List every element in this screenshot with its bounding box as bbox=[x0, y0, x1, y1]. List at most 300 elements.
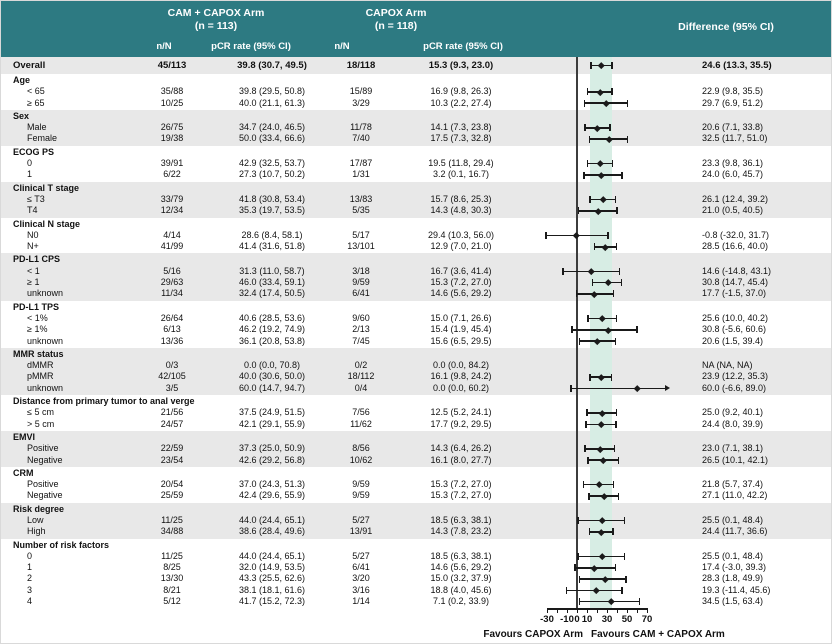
subgroup-row bbox=[1, 313, 831, 324]
ci-cap-left bbox=[587, 315, 589, 322]
pcr-cell-arm2: 15.3 (7.2, 27.0) bbox=[430, 490, 492, 501]
plot-cell bbox=[541, 455, 676, 466]
plot-cell bbox=[541, 479, 676, 490]
plot-cell bbox=[541, 383, 676, 394]
ci-cap-right bbox=[613, 481, 615, 488]
ci-cap-right bbox=[624, 517, 626, 524]
nn-cell-arm2: 18/112 bbox=[347, 371, 375, 382]
ci-point bbox=[593, 587, 599, 593]
ci-point bbox=[573, 232, 579, 238]
nn-cell-arm2: 9/59 bbox=[352, 479, 370, 490]
subgroup-row bbox=[1, 133, 831, 144]
ci-point bbox=[598, 62, 604, 68]
subgroup-row bbox=[1, 515, 831, 526]
nn-cell-arm2: 2/13 bbox=[352, 324, 370, 335]
diff-cell: 29.7 (6.9, 51.2) bbox=[702, 97, 764, 108]
nn-cell-arm1: 20/54 bbox=[160, 479, 184, 490]
diff-cell: 20.6 (7.1, 33.8) bbox=[702, 122, 764, 133]
ci-arrow-right bbox=[665, 385, 670, 391]
subgroup-section bbox=[1, 539, 831, 609]
subgroup-label: pMMR bbox=[27, 371, 54, 382]
pcr-cell-arm2: 18.5 (6.3, 38.1) bbox=[430, 514, 492, 525]
plot-cell bbox=[541, 551, 676, 562]
pcr-cell-arm1: 27.3 (10.7, 50.2) bbox=[238, 169, 306, 180]
diff-cell: 24.6 (13.3, 35.5) bbox=[702, 60, 772, 71]
ci-cap-right bbox=[613, 290, 615, 297]
plot-cell bbox=[541, 58, 676, 73]
nn-cell-arm1: 21/56 bbox=[160, 407, 184, 418]
ci-cap-right bbox=[616, 409, 618, 416]
nn-cell-arm1: 3/5 bbox=[165, 382, 179, 393]
pcr-cell-arm1: 32.0 (14.9, 53.5) bbox=[238, 562, 306, 573]
axis-tick-label: 0 bbox=[574, 614, 580, 626]
group-label: MMR status bbox=[13, 348, 64, 359]
ci-point bbox=[597, 446, 603, 452]
diff-cell: 22.9 (9.8, 35.5) bbox=[702, 86, 764, 97]
subgroup-label: ≥ 1 bbox=[27, 277, 40, 288]
pcr-cell-arm2: 14.1 (7.3, 23.8) bbox=[430, 122, 492, 133]
nn-cell-arm1: 26/75 bbox=[160, 122, 184, 133]
pcr-cell-arm1: 31.3 (11.0, 58.7) bbox=[239, 265, 305, 276]
pcr-cell-arm1: 38.6 (28.4, 49.6) bbox=[238, 526, 306, 537]
group-label-row bbox=[1, 147, 831, 158]
nn-cell-arm1: 8/25 bbox=[163, 562, 181, 573]
group-label: PD-L1 TPS bbox=[13, 301, 60, 312]
axis-tick-label: -30 bbox=[540, 614, 554, 626]
nn-cell-arm2: 13/91 bbox=[349, 526, 373, 537]
ci-cap-right bbox=[639, 598, 641, 605]
pcr-cell-arm2: 18.5 (6.3, 38.1) bbox=[430, 550, 492, 561]
subgroup-row bbox=[1, 58, 831, 73]
nn-cell-arm2: 1/31 bbox=[352, 169, 370, 180]
ci-cap-left bbox=[587, 160, 589, 167]
nn-cell-arm1: 13/30 bbox=[160, 573, 184, 584]
axis-tick bbox=[627, 608, 628, 613]
nn-cell-arm1: 25/59 bbox=[160, 490, 184, 501]
plot-cell bbox=[541, 515, 676, 526]
nn-cell-arm1: 42/105 bbox=[158, 371, 186, 382]
nn-cell-arm1: 45/113 bbox=[157, 60, 187, 71]
ci-cap-left bbox=[566, 587, 568, 594]
diff-cell: 19.3 (-11.4, 45.6) bbox=[702, 584, 771, 595]
diff-cell: 25.5 (0.1, 48.4) bbox=[702, 514, 764, 525]
subgroup-label: T4 bbox=[27, 205, 38, 216]
diff-cell: 28.5 (16.6, 40.0) bbox=[702, 241, 769, 252]
pcr-cell-arm2: 15.3 (7.2, 27.0) bbox=[430, 277, 492, 288]
ci-point bbox=[599, 517, 605, 523]
subgroup-row bbox=[1, 479, 831, 490]
ci-cap-right bbox=[609, 124, 611, 131]
subgroup-label: N+ bbox=[27, 241, 39, 252]
nn-cell-arm1: 11/25 bbox=[161, 514, 183, 525]
group-label: Clinical N stage bbox=[13, 218, 81, 229]
plot-cell bbox=[541, 573, 676, 584]
diff-cell: 17.4 (-3.0, 39.3) bbox=[702, 562, 767, 573]
diff-cell: 21.0 (0.5, 40.5) bbox=[702, 205, 764, 216]
ci-cap-left bbox=[592, 279, 594, 286]
pcr-cell-arm2: 14.6 (5.6, 29.2) bbox=[430, 562, 492, 573]
pcr-cell-arm2: 29.4 (10.3, 56.0) bbox=[427, 229, 495, 240]
ci-point bbox=[605, 280, 611, 286]
nn-cell-arm2: 1/14 bbox=[352, 596, 370, 607]
pcr-cell-arm1: 44.0 (24.4, 65.1) bbox=[238, 514, 306, 525]
ci-cap-right bbox=[616, 207, 618, 214]
pcr-cell-arm1: 38.1 (18.1, 61.6) bbox=[238, 584, 306, 595]
axis-tick bbox=[647, 608, 648, 613]
ci-cap-left bbox=[583, 172, 585, 179]
pcr-cell-arm2: 14.3 (6.4, 26.2) bbox=[430, 443, 492, 454]
axis-tick bbox=[587, 608, 588, 613]
ci-point bbox=[600, 196, 606, 202]
diff-cell: 24.4 (11.7, 36.6) bbox=[702, 526, 768, 537]
nn-cell-arm1: 23/54 bbox=[160, 454, 184, 465]
diff-cell: 24.0 (6.0, 45.7) bbox=[702, 169, 764, 180]
subgroup-section bbox=[1, 467, 831, 503]
ci-cap-right bbox=[618, 457, 620, 464]
nn-cell-arm2: 13/83 bbox=[349, 193, 373, 204]
nn-cell-arm2: 11/62 bbox=[350, 418, 372, 429]
pcr-cell-arm2: 14.3 (4.8, 30.3) bbox=[430, 205, 492, 216]
pcr-cell-arm1: 34.7 (24.0, 46.5) bbox=[238, 122, 306, 133]
nn-cell-arm1: 35/88 bbox=[160, 86, 184, 97]
ci-cap-left bbox=[578, 207, 580, 214]
ci-point bbox=[598, 374, 604, 380]
pcr-cell-arm1: 60.0 (14.7, 94.7) bbox=[238, 382, 306, 393]
subgroup-row bbox=[1, 194, 831, 205]
nn-cell-arm2: 3/16 bbox=[352, 584, 370, 595]
axis-tick-label: -10 bbox=[560, 614, 574, 626]
ci-point bbox=[595, 208, 601, 214]
pcr-cell-arm1: 40.0 (30.6, 50.0) bbox=[238, 371, 306, 382]
plot-cell bbox=[541, 158, 676, 169]
subgroup-section bbox=[1, 253, 831, 300]
axis-tick-label: 70 bbox=[641, 614, 653, 626]
subgroup-row bbox=[1, 360, 831, 371]
ci-cap-right bbox=[615, 421, 617, 428]
ci-point bbox=[600, 457, 606, 463]
axis-tick bbox=[557, 608, 558, 613]
plot-cell bbox=[541, 585, 676, 596]
subgroup-label: 1 bbox=[27, 562, 33, 573]
nn-cell-arm2: 15/89 bbox=[349, 86, 373, 97]
nn-cell-arm2: 8/56 bbox=[352, 443, 370, 454]
diff-cell: 27.1 (11.0, 42.2) bbox=[702, 490, 768, 501]
ci-point bbox=[634, 385, 640, 391]
plot-cell bbox=[541, 324, 676, 335]
subgroup-label: Female bbox=[27, 133, 58, 144]
subgroup-row bbox=[1, 443, 831, 454]
group-label: ECOG PS bbox=[13, 146, 55, 157]
nn-cell-arm2: 6/41 bbox=[352, 562, 370, 573]
pcr-cell-arm1: 37.0 (24.3, 51.3) bbox=[238, 479, 306, 490]
subgroup-row bbox=[1, 407, 831, 418]
pcr-column-header-arm2: pCR rate (95% CI) bbox=[423, 41, 503, 52]
ci-cap-right bbox=[636, 326, 638, 333]
ci-cap-left bbox=[574, 564, 576, 571]
ci-point bbox=[601, 493, 607, 499]
plot-cell bbox=[541, 443, 676, 454]
plot-cell bbox=[541, 419, 676, 430]
pcr-cell-arm1: 0.0 (0.0, 70.8) bbox=[243, 360, 301, 371]
subgroup-row bbox=[1, 158, 831, 169]
group-label-row bbox=[1, 75, 831, 86]
pcr-cell-arm1: 46.2 (19.2, 74.9) bbox=[238, 324, 306, 335]
ci-cap-left bbox=[570, 385, 572, 392]
subgroup-label: ≥ 1% bbox=[27, 324, 48, 335]
ci-cap-left bbox=[579, 576, 581, 583]
nn-cell-arm1: 10/25 bbox=[160, 97, 184, 108]
subgroup-label: ≥ 65 bbox=[27, 97, 45, 108]
nn-cell-arm2: 18/118 bbox=[346, 60, 376, 71]
ci-cap-right bbox=[624, 553, 626, 560]
ci-cap-left bbox=[545, 232, 547, 239]
plot-cell bbox=[541, 526, 676, 537]
pcr-cell-arm1: 42.4 (29.6, 55.9) bbox=[238, 490, 306, 501]
ci-cap-right bbox=[615, 196, 617, 203]
subgroup-label: 1 bbox=[27, 169, 33, 180]
table-header bbox=[1, 1, 831, 57]
subgroup-row bbox=[1, 455, 831, 466]
nn-cell-arm2: 9/60 bbox=[352, 312, 370, 323]
pcr-cell-arm2: 0.0 (0.0, 84.2) bbox=[432, 360, 490, 371]
nn-cell-arm1: 34/88 bbox=[160, 526, 184, 537]
subgroup-label: < 1 bbox=[27, 265, 40, 276]
group-label: Sex bbox=[13, 110, 30, 121]
pcr-cell-arm2: 18.8 (4.0, 45.6) bbox=[430, 584, 492, 595]
axis-tick bbox=[547, 608, 548, 613]
diff-cell: 21.8 (5.7, 37.4) bbox=[702, 479, 764, 490]
ci-cap-right bbox=[615, 338, 617, 345]
pcr-cell-arm2: 16.1 (8.0, 27.7) bbox=[430, 454, 492, 465]
subgroup-row bbox=[1, 122, 831, 133]
ci-point bbox=[604, 100, 610, 106]
subgroup-row bbox=[1, 241, 831, 252]
subgroup-row bbox=[1, 551, 831, 562]
subgroup-label: unknown bbox=[27, 288, 64, 299]
group-label-row bbox=[1, 432, 831, 443]
pcr-cell-arm2: 16.1 (9.8, 24.2) bbox=[430, 371, 492, 382]
plot-cell bbox=[541, 241, 676, 252]
subgroup-label: Positive bbox=[27, 443, 59, 454]
subgroup-section bbox=[1, 503, 831, 539]
diff-cell: 25.5 (0.1, 48.4) bbox=[702, 550, 764, 561]
axis-tick-label: 10 bbox=[581, 614, 593, 626]
ci-cap-right bbox=[627, 136, 629, 143]
axis-tick bbox=[617, 608, 618, 613]
difference-column-header: Difference (95% CI) bbox=[678, 21, 774, 33]
nn-cell-arm2: 11/78 bbox=[350, 122, 372, 133]
nn-cell-arm1: 19/38 bbox=[160, 133, 184, 144]
subgroup-section bbox=[1, 348, 831, 395]
subgroup-section bbox=[1, 301, 831, 348]
arm2-n: (n = 118) bbox=[374, 20, 418, 32]
subgroup-label: dMMR bbox=[27, 360, 54, 371]
subgroup-row bbox=[1, 419, 831, 430]
ci-cap-right bbox=[611, 374, 613, 381]
pcr-cell-arm1: 41.7 (15.2, 72.3) bbox=[238, 596, 306, 607]
subgroup-row bbox=[1, 596, 831, 607]
pcr-cell-arm2: 15.4 (1.9, 45.4) bbox=[430, 324, 492, 335]
axis-tick-label: 50 bbox=[621, 614, 633, 626]
favours-left-label: Favours CAPOX Arm bbox=[483, 629, 583, 641]
subgroup-section bbox=[1, 182, 831, 218]
diff-cell: 32.5 (11.7, 51.0) bbox=[702, 133, 768, 144]
ci-point bbox=[598, 172, 604, 178]
arm2-header bbox=[296, 7, 496, 33]
subgroup-label: ≤ T3 bbox=[27, 193, 45, 204]
diff-cell: 26.5 (10.1, 42.1) bbox=[702, 454, 769, 465]
pcr-cell-arm2: 15.3 (9.3, 23.0) bbox=[428, 60, 494, 71]
diff-cell: 23.3 (9.8, 36.1) bbox=[702, 158, 764, 169]
axis-tick-label: 30 bbox=[601, 614, 613, 626]
group-label-row bbox=[1, 219, 831, 230]
pcr-cell-arm1: 41.4 (31.6, 51.8) bbox=[238, 241, 306, 252]
subgroup-label: < 1% bbox=[27, 312, 48, 323]
nn-cell-arm1: 8/21 bbox=[163, 584, 181, 595]
ci-point bbox=[608, 599, 614, 605]
ci-point bbox=[599, 553, 605, 559]
ci-point bbox=[602, 244, 608, 250]
plot-cell bbox=[541, 86, 676, 97]
pcr-cell-arm2: 16.9 (9.8, 26.3) bbox=[430, 86, 492, 97]
nn-cell-arm2: 0/4 bbox=[354, 382, 368, 393]
ci-cap-left bbox=[583, 481, 585, 488]
subgroup-section bbox=[1, 74, 831, 110]
subgroup-label: 4 bbox=[27, 596, 33, 607]
ci-cap-left bbox=[571, 326, 573, 333]
ci-cap-left bbox=[589, 136, 591, 143]
plot-cell bbox=[541, 313, 676, 324]
subgroup-label: ≤ 5 cm bbox=[27, 407, 54, 418]
pcr-cell-arm1: 35.3 (19.7, 53.5) bbox=[238, 205, 306, 216]
subgroup-row bbox=[1, 573, 831, 584]
group-label: Distance from primary tumor to anal verge bbox=[13, 396, 195, 407]
group-label: Risk degree bbox=[13, 503, 65, 514]
arm2-title: CAPOX Arm bbox=[365, 7, 427, 19]
subgroup-label: 3 bbox=[27, 584, 33, 595]
ci-cap-right bbox=[615, 564, 617, 571]
subgroup-label: N0 bbox=[27, 229, 39, 240]
ci-cap-left bbox=[577, 517, 579, 524]
subgroup-row bbox=[1, 324, 831, 335]
nn-cell-arm1: 12/34 bbox=[160, 205, 184, 216]
pcr-cell-arm2: 7.1 (0.2, 33.9) bbox=[432, 596, 490, 607]
subgroup-row bbox=[1, 371, 831, 382]
nn-cell-arm1: 24/57 bbox=[160, 418, 184, 429]
pcr-cell-arm1: 43.3 (25.5, 62.6) bbox=[238, 573, 306, 584]
subgroup-row bbox=[1, 336, 831, 347]
pcr-cell-arm2: 15.0 (3.2, 37.9) bbox=[430, 573, 492, 584]
ci-point bbox=[597, 161, 603, 167]
ci-cap-left bbox=[586, 409, 588, 416]
nn-cell-arm1: 6/22 bbox=[163, 169, 181, 180]
nn-cell-arm2: 9/59 bbox=[352, 490, 370, 501]
diff-cell: 20.6 (1.5, 39.4) bbox=[702, 335, 764, 346]
pcr-cell-arm1: 46.0 (33.4, 59.1) bbox=[238, 277, 306, 288]
pcr-cell-arm2: 19.5 (11.8, 29.4) bbox=[428, 158, 494, 169]
plot-cell bbox=[541, 169, 676, 180]
axis-tick bbox=[607, 608, 608, 613]
ci-point bbox=[597, 89, 603, 95]
ci-cap-right bbox=[625, 576, 627, 583]
diff-cell: 30.8 (-5.6, 60.6) bbox=[702, 324, 767, 335]
ci-cap-right bbox=[612, 160, 614, 167]
plot-cell bbox=[541, 122, 676, 133]
subgroup-row bbox=[1, 230, 831, 241]
subgroup-label: unknown bbox=[27, 382, 64, 393]
subgroup-label: Negative bbox=[27, 454, 63, 465]
subgroup-row bbox=[1, 585, 831, 596]
ci-cap-left bbox=[577, 553, 579, 560]
subgroup-label: Male bbox=[27, 122, 47, 133]
pcr-cell-arm1: 40.6 (28.5, 53.6) bbox=[238, 312, 306, 323]
plot-cell bbox=[541, 133, 676, 144]
subgroup-row bbox=[1, 277, 831, 288]
subgroup-section bbox=[1, 395, 831, 431]
plot-cell bbox=[541, 407, 676, 418]
pcr-cell-arm2: 15.0 (7.1, 26.6) bbox=[430, 312, 492, 323]
pcr-cell-arm2: 17.5 (7.3, 32.8) bbox=[430, 133, 492, 144]
pcr-cell-arm1: 37.5 (24.9, 51.5) bbox=[238, 407, 306, 418]
pcr-cell-arm1: 40.0 (21.1, 61.3) bbox=[238, 97, 306, 108]
subgroup-label: > 5 cm bbox=[27, 418, 55, 429]
group-label-row bbox=[1, 254, 831, 265]
pcr-cell-arm2: 12.5 (5.2, 24.1) bbox=[430, 407, 492, 418]
plot-cell bbox=[541, 288, 676, 299]
nn-cell-arm2: 7/56 bbox=[352, 407, 370, 418]
nn-cell-arm1: 4/14 bbox=[163, 229, 181, 240]
ci-cap-left bbox=[584, 100, 586, 107]
ci-cap-left bbox=[589, 196, 591, 203]
pcr-cell-arm2: 15.7 (8.6, 25.3) bbox=[430, 193, 492, 204]
group-label-row bbox=[1, 468, 831, 479]
diff-cell: 23.9 (12.2, 35.3) bbox=[702, 371, 769, 382]
nn-cell-arm2: 3/29 bbox=[352, 97, 370, 108]
pcr-cell-arm1: 36.1 (20.8, 53.8) bbox=[238, 335, 306, 346]
diff-cell: 60.0 (-6.6, 89.0) bbox=[702, 382, 767, 393]
ci-cap-right bbox=[621, 279, 623, 286]
subgroup-row bbox=[1, 86, 831, 97]
group-label-row bbox=[1, 302, 831, 313]
subgroup-label: Positive bbox=[27, 479, 59, 490]
arm1-title: CAM + CAPOX Arm bbox=[167, 7, 265, 19]
nn-column-header-arm1: n/N bbox=[156, 41, 172, 52]
pcr-cell-arm1: 32.4 (17.4, 50.5) bbox=[238, 288, 306, 299]
nn-cell-arm1: 5/16 bbox=[163, 265, 181, 276]
subgroup-label: High bbox=[27, 526, 46, 537]
plot-cell bbox=[541, 230, 676, 241]
diff-cell: 30.8 (14.7, 45.4) bbox=[702, 277, 769, 288]
pcr-column-header-arm1: pCR rate (95% CI) bbox=[211, 41, 291, 52]
ci-cap-right bbox=[619, 268, 621, 275]
pcr-cell-arm1: 44.0 (24.4, 65.1) bbox=[238, 550, 306, 561]
subgroup-row bbox=[1, 526, 831, 537]
ci-point bbox=[594, 338, 600, 344]
ci-point bbox=[605, 327, 611, 333]
nn-cell-arm2: 5/27 bbox=[352, 550, 370, 561]
ci-cap-right bbox=[621, 587, 623, 594]
diff-cell: 25.6 (10.0, 40.2) bbox=[702, 312, 769, 323]
plot-cell bbox=[541, 205, 676, 216]
plot-cell bbox=[541, 490, 676, 501]
arm1-n: (n = 113) bbox=[194, 20, 238, 32]
ci-point bbox=[594, 125, 600, 131]
subgroup-label: Negative bbox=[27, 490, 63, 501]
plot-cell bbox=[541, 277, 676, 288]
pcr-cell-arm1: 42.1 (29.1, 55.9) bbox=[238, 418, 306, 429]
nn-cell-arm1: 13/36 bbox=[160, 335, 184, 346]
ci-point bbox=[591, 565, 597, 571]
